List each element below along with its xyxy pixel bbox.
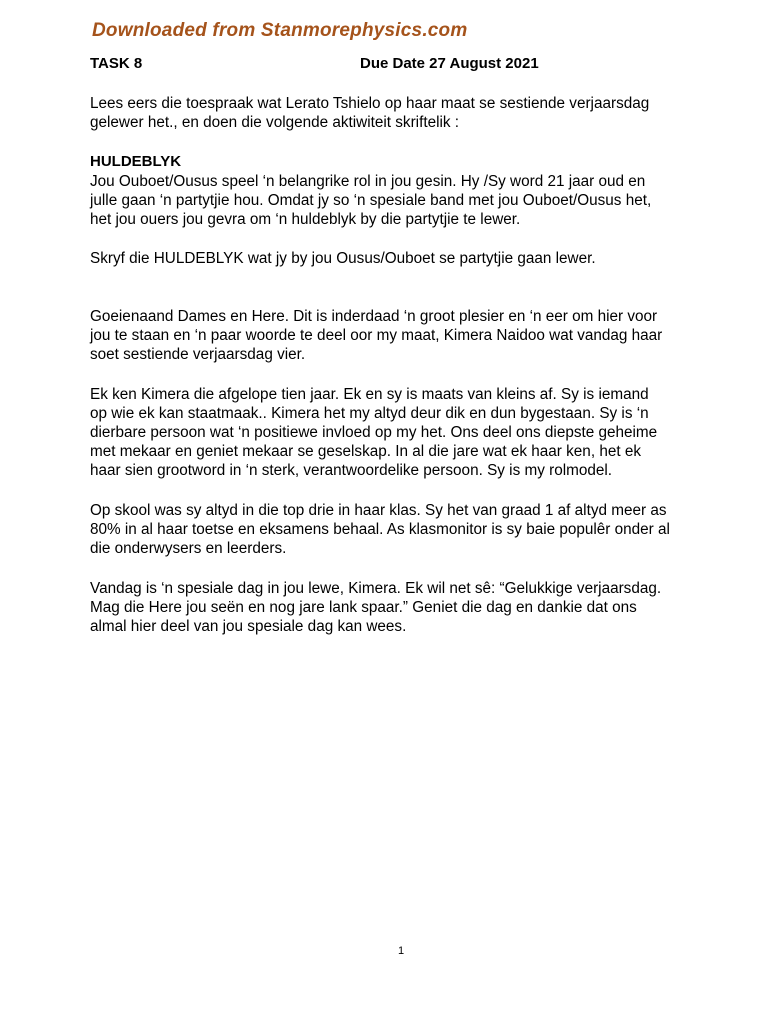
source-watermark: Downloaded from Stanmorephysics.com — [92, 20, 468, 41]
text-line: Goeienaand Dames en Here. Dit is inderdaad ‘n groot plesier en ‘n eer om hier voor — [90, 308, 658, 325]
page-number: 1 — [397, 945, 405, 957]
text-line: Ek ken Kimera die afgelope tien jaar. Ek en sy is maats van kleins af. Sy is iemand — [90, 386, 649, 403]
text-line: met mekaar en geniet mekaar se geselskap. In al die jare wat ek haar ken, het ek — [90, 443, 641, 460]
text-line: het jou ouers jou gevra om ‘n huldeblyk by die partytjie te lewer. — [90, 211, 521, 228]
intro-paragraph — [90, 94, 730, 132]
speech-paragraph — [90, 579, 730, 636]
speech-paragraph — [90, 385, 730, 480]
text-line: Vandag is ‘n spesiale dag in jou lewe, Kimera. Ek wil net sê: “Gelukkige verjaarsdag. — [90, 580, 662, 597]
text-line: jou te staan en ‘n paar woorde te deel oor my maat, Kimera Naidoo wat vandag haar — [90, 327, 663, 344]
due-date: Due Date 27 August 2021 — [360, 55, 539, 72]
text-line: Lees eers die toespraak wat Lerato Tshielo op haar maat se sestiende verjaarsdag — [90, 95, 650, 112]
text-line: haar sien grootword in ‘n sterk, verantwoordelike persoon. Sy is my rolmodel. — [90, 462, 613, 479]
task-description-paragraph — [90, 172, 730, 229]
text-line: op wie ek kan staatmaak.. Kimera het my altyd deur dik en dun bygestaan. Sy is ‘n — [90, 405, 649, 422]
task-number: TASK 8 — [90, 55, 143, 72]
text-line: Jou Ouboet/Ousus speel ‘n belangrike rol in jou gesin. Hy /Sy word 21 jaar oud en — [90, 173, 646, 190]
text-line: gelewer het., en doen die volgende aktiwiteit skriftelik : — [90, 114, 460, 131]
text-line: Mag die Here jou seën en nog jare lank spaar.” Geniet die dag en dankie dat ons — [90, 599, 637, 616]
text-line: Op skool was sy altyd in die top drie in haar klas. Sy het van graad 1 af altyd meer as — [90, 502, 667, 519]
text-line: Skryf die HULDEBLYK wat jy by jou Ousus/Ouboet se partytjie gaan lewer. — [90, 250, 596, 267]
text-line: 80% in al haar toetse en eksamens behaal. As klasmonitor is sy baie populêr onder al — [90, 521, 670, 538]
section-heading: HULDEBLYK — [90, 153, 182, 170]
task-header — [90, 55, 730, 75]
speech-paragraph — [90, 307, 730, 364]
text-line: dierbare persoon wat ‘n positiewe invloed op my het. Ons deel ons diepste geheime — [90, 424, 658, 441]
text-line: almal hier deel van jou spesiale dag kan wees. — [90, 618, 407, 635]
text-line: soet sestiende verjaarsdag vier. — [90, 346, 306, 363]
instruction-paragraph — [90, 249, 730, 268]
speech-paragraph — [90, 501, 730, 558]
text-line: die onderwysers en leerders. — [90, 540, 287, 557]
text-line: julle gaan ‘n partytjie hou. Omdat jy so ‘n spesiale band met jou Ouboet/Ousus het, — [90, 192, 652, 209]
